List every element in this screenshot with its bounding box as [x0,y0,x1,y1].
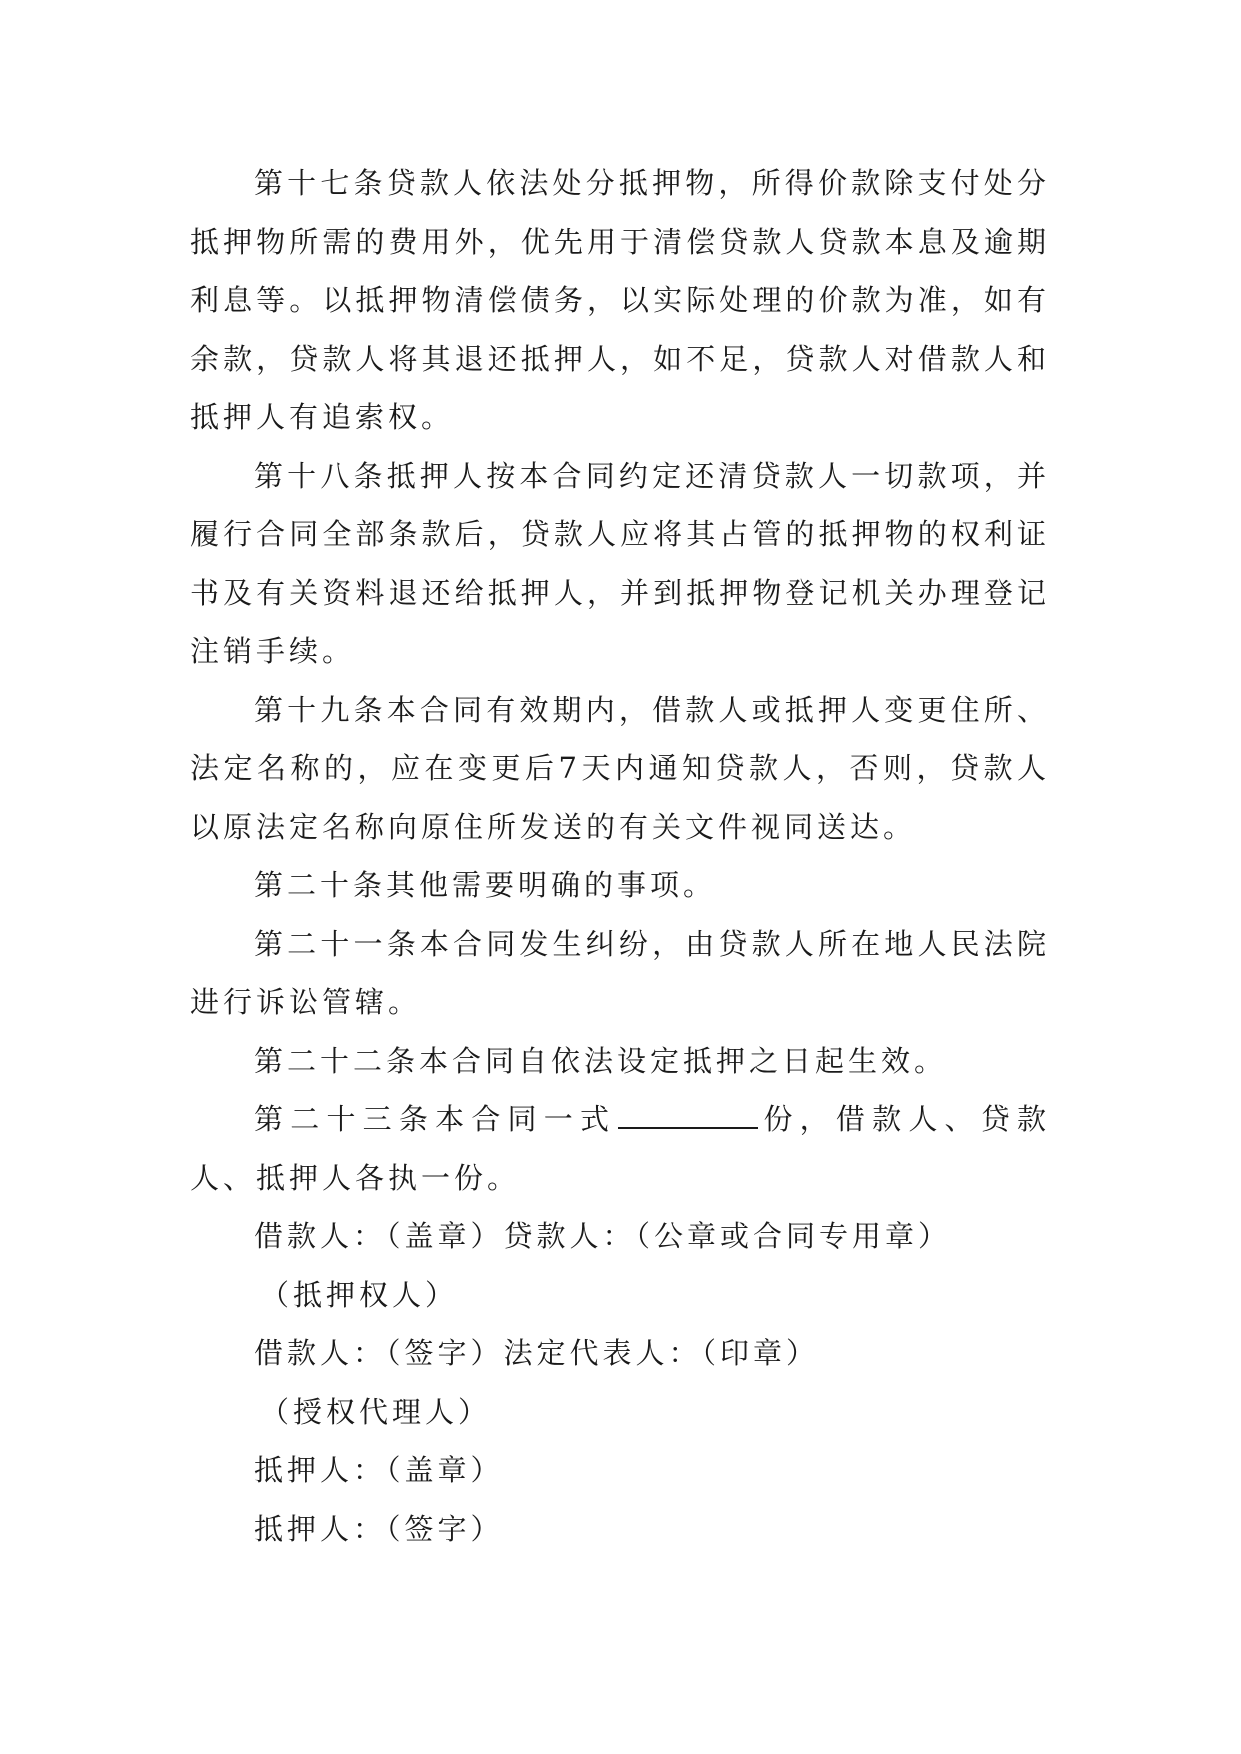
signature-mortgagee-note: （抵押权人） [260,1277,459,1312]
article-19: 第十九条本合同有效期内，借款人或抵押人变更住所、法定名称的，应在变更后7天内通知贷款人，否则，贷款人以原法定名称向原住所发送的有关文件视同送达。 [190,692,1050,844]
article-22: 第二十二条本合同自依法设定抵押之日起生效。 [254,1043,948,1078]
signature-authorized-agent-note: （授权代理人） [260,1394,492,1429]
signature-mortgagor-seal: 抵押人：（盖章） [254,1453,504,1487]
article-23 [190,1090,1050,1207]
signature-borrower-lender-seal: 借款人：（盖章）贷款人：（公章或合同专用章） [254,1219,952,1253]
article-23-before: 第二十三条本合同一式 [254,1102,617,1136]
article-21: 第二十一条本合同发生纠纷，由贷款人所在地人民法院进行诉讼管辖。 [190,926,1050,1019]
copies-blank-line [618,1105,758,1129]
article-23-after: 份，借款人、贷款人、抵押人各执一份。 [190,1102,1050,1195]
article-18: 第十八条抵押人按本合同约定还清贷款人一切款项，并履行合同全部条款后，贷款人应将其占管的抵押物的权利证书及有关资料退还给抵押人，并到抵押物登记机关办理登记注销手续。 [190,458,1050,668]
contract-body [190,154,1050,1558]
signature-mortgagor-sign: 抵押人：（签字） [254,1511,504,1546]
signature-borrower-representative: 借款人：（签字）法定代表人：（印章） [254,1336,820,1370]
article-20: 第二十条其他需要明确的事项。 [254,868,717,902]
article-17: 第十七条贷款人依法处分抵押物，所得价款除支付处分抵押物所需的费用外，优先用于清偿贷款人贷款本息及逾期利息等。以抵押物清偿债务，以实际处理的价款为准，如有余款，贷款人将其退还抵押人，如不足，贷款人对借款人和抵押人有追索权。 [190,166,1050,434]
